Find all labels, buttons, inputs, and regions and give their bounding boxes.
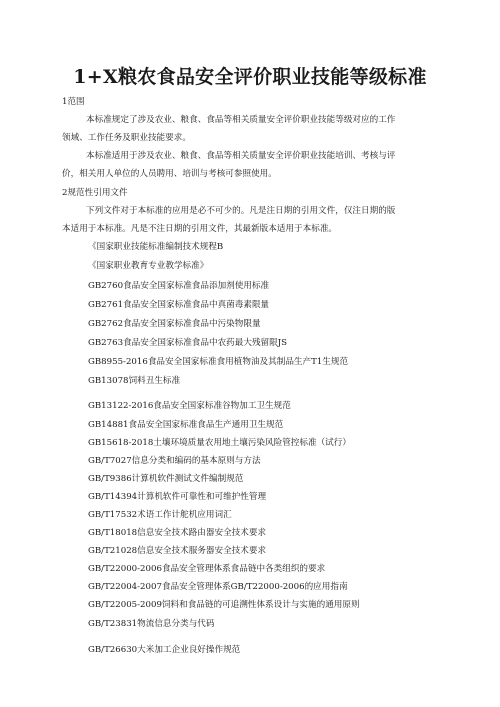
- reference-item: GB2760食品安全国家标准食品添加剂使用标准: [88, 281, 270, 291]
- reference-item: GB/T21028信息安全技术服务器安全技术要求: [88, 546, 267, 556]
- scope-paragraph-2-line-1: 本标准适用于涉及农业、粮食、食品等相关质量安全评价职业技能培训、考核与评: [86, 151, 396, 161]
- reference-item: GB13078饲料丑生标准: [88, 376, 181, 386]
- scope-paragraph-1-line-1: 本标准规定了涉及农业、粮食、食品等相关质量安全评价职业技能等级对应的工作: [86, 115, 396, 125]
- reference-item: GB/T7027信息分类和编码的基本原则与方法: [88, 456, 261, 466]
- reference-item: GB/T22004-2007食品安全管理体系GB/T22000-2006的应用指南: [88, 582, 348, 592]
- reference-item: GB/T17532术语工作计舵机应用词汇: [88, 510, 232, 520]
- reference-item: GB/T22000-2006食品安全管理体系食品链中各类组织的要求: [88, 564, 326, 574]
- reference-item: GB13122-2016食品安全国家标准谷物加工卫生规范: [88, 401, 291, 411]
- references-paragraph-line-2: 本适用于本标准。凡是不注日期的引用文件，其最新版本适用于本标准。: [62, 224, 338, 234]
- reference-item: GB/T23831物流信息分类与代码: [88, 619, 215, 629]
- reference-item: 《国家职业技能标准编制技术规程B: [88, 242, 224, 252]
- reference-item: GB/T14394计算机软件可靠性和可维护性管理: [88, 492, 267, 502]
- section-heading-scope: 1范围: [62, 97, 85, 107]
- reference-item: GB15618-2018土壤环境质量农用地土壤污染风险管控标准（试行）: [88, 438, 351, 448]
- references-paragraph-line-1: 下列文件对于本标准的应用是必不可少的。凡是注日期的引用文件，仅注日期的版: [86, 206, 396, 216]
- section-heading-references: 2规范性引用文件: [62, 188, 128, 198]
- document-title: 1+X粮农食品安全评价职业技能等级标准: [73, 66, 427, 88]
- scope-paragraph-2-line-2: 价，相关用人单位的人员聘用、培训与考核可参照使用。: [62, 169, 277, 179]
- reference-item: GB2762食品安全国家标准食品中污染物限量: [88, 319, 261, 329]
- reference-item: GB14881食品安全国家标准食品生产通用卫生规范: [88, 420, 284, 430]
- reference-item: GB/T9386计算机软件测试文件编制规范: [88, 474, 244, 484]
- reference-item: GB/T22005-2009饲料和食品链的可追溯性体系设计与实施的通用原则: [88, 600, 360, 610]
- reference-item: GB/T26630大米加工企业良好操作规范: [88, 645, 241, 655]
- reference-item: 《国家职业教育专业教学标准》: [88, 261, 209, 271]
- reference-item: GB2761食品安全国家标准食品中真菌毒素限量: [88, 300, 270, 310]
- reference-item: GB2763食品安全国家标准食品中农药最大残留限JS: [88, 338, 288, 348]
- scope-paragraph-1-line-2: 领域、工作任务及职业技能要求。: [62, 133, 191, 143]
- reference-item: GB/T18018信息安全技术路由器安全技术要求: [88, 528, 267, 538]
- reference-item: GB8955-2016食品安全国家标准食用植物油及其制品生产T1生规范: [88, 357, 349, 367]
